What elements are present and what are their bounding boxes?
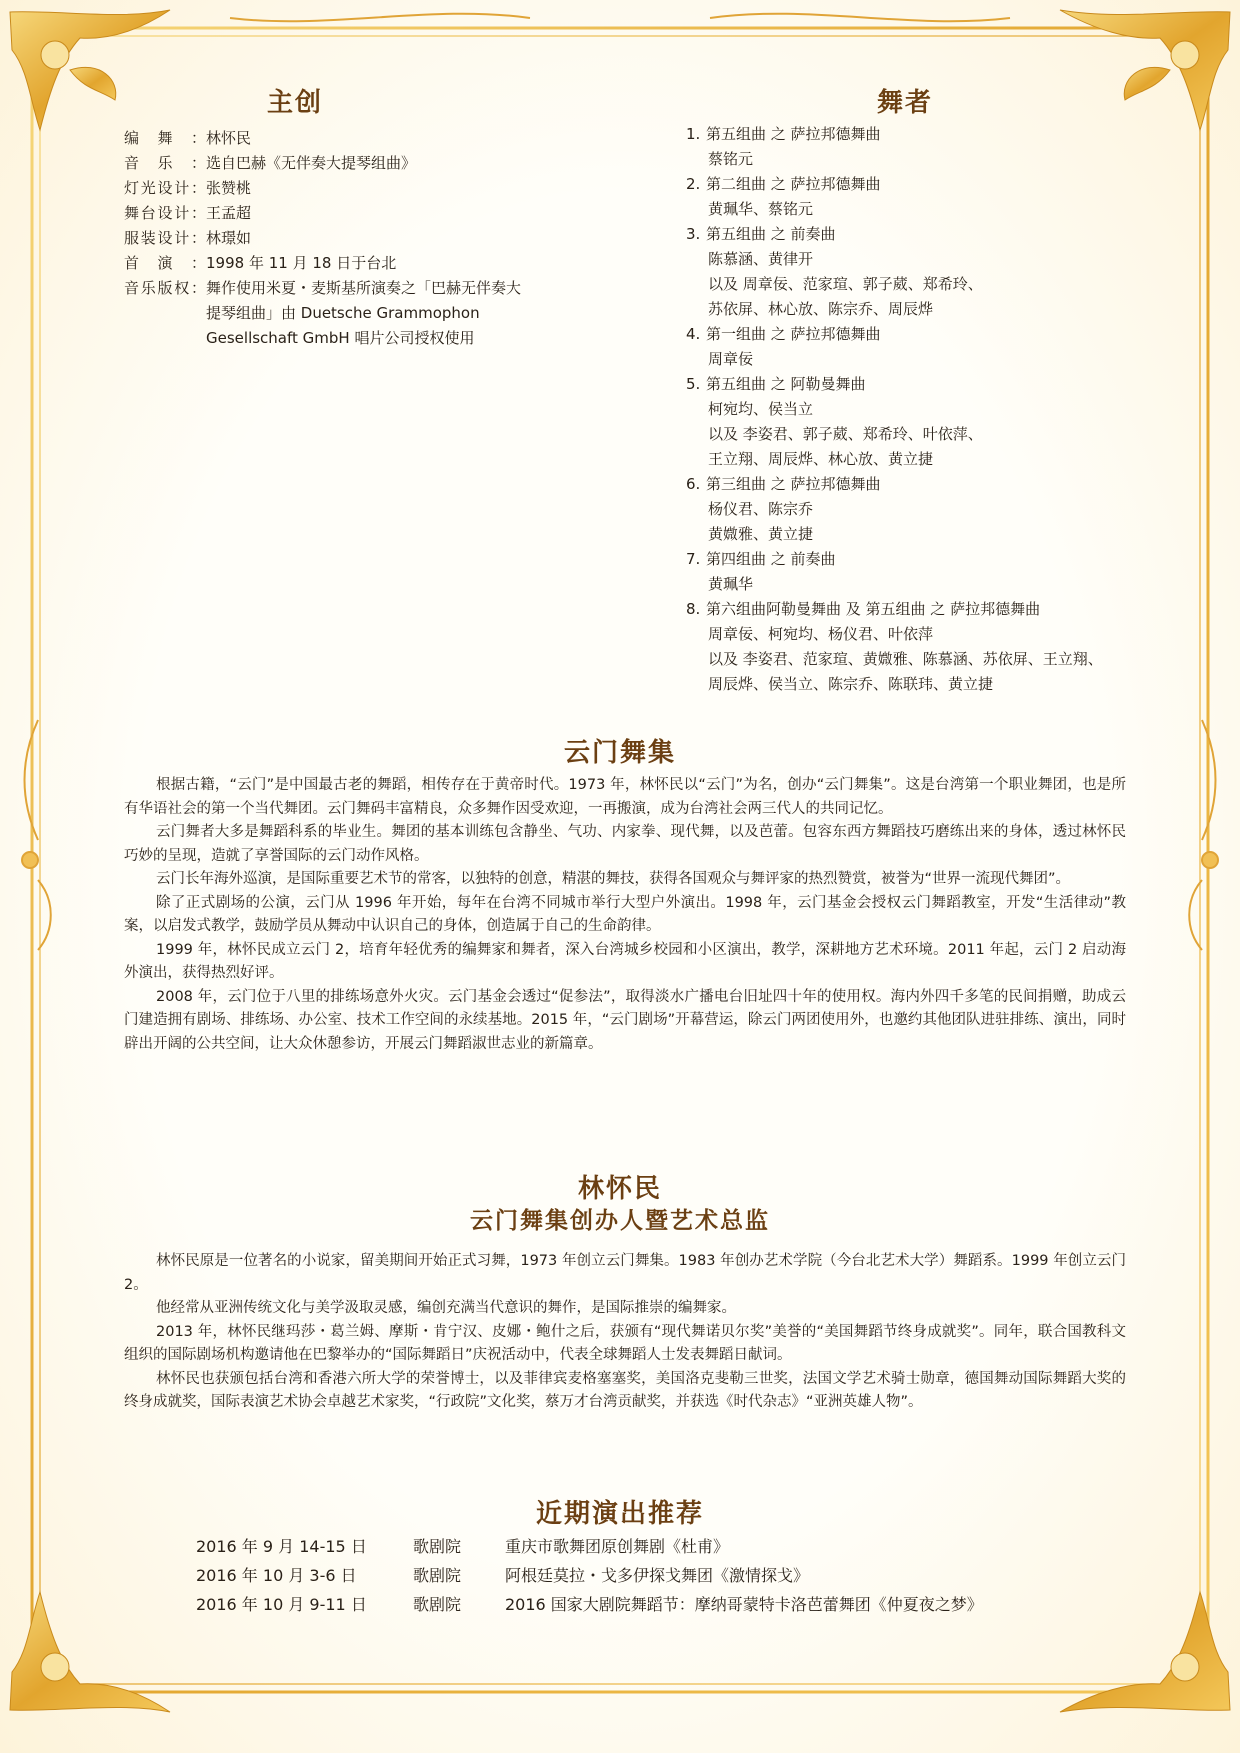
dancers-title: 舞者 <box>876 88 933 118</box>
credit-lighting: 灯光设计：张赞桃 <box>124 179 252 197</box>
upcoming-row: 2016 年 10 月 9-11 日 歌剧院 2016 国家大剧院舞蹈节：摩纳哥蒙特卡洛芭蕾舞团《仲夏夜之梦》 <box>196 1595 983 1614</box>
dancer-item: 2. 第二组曲 之 萨拉邦德舞曲 黄珮华、蔡铭元 <box>686 175 881 218</box>
dancers-list <box>686 122 1156 697</box>
upcoming-list <box>196 1532 983 1619</box>
founder-name: 林怀民 <box>577 1174 662 1204</box>
credit-music: 音乐：选自巴赫《无伴奏大提琴组曲》 <box>124 154 417 172</box>
upcoming-row: 2016 年 9 月 14-15 日 歌剧院 重庆市歌舞团原创舞剧《杜甫》 <box>196 1537 730 1556</box>
credit-copyright: 音乐版权：舞作使用米夏・麦斯基所演奏之「巴赫无伴奏大 提琴组曲」由 Duetsche Grammophon Gesellschaft GmbH 唱片公司授权使用 <box>124 279 522 347</box>
cloudgate-title: 云门舞集 <box>563 738 676 768</box>
corner-ornament-bottom-left <box>10 1592 170 1712</box>
dancer-item: 7. 第四组曲 之 前奏曲 黄珮华 <box>686 550 836 593</box>
credit-premiere: 首演：1998 年 11 月 18 日于台北 <box>124 254 397 272</box>
top-flourish <box>230 14 1010 22</box>
dancer-item: 6. 第三组曲 之 萨拉邦德舞曲 杨仪君、陈宗乔 黄媺雅、黄立捷 <box>686 475 881 543</box>
upcoming-row: 2016 年 10 月 3-6 日 歌剧院 阿根廷莫拉・戈多伊探戈舞团《激情探戈》 <box>196 1566 810 1585</box>
corner-ornament-bottom-right <box>1060 1592 1230 1712</box>
credit-choreography: 编舞：林怀民 <box>124 129 252 147</box>
dancer-item: 4. 第一组曲 之 萨拉邦德舞曲 周章佞 <box>686 325 881 368</box>
dancer-item: 5. 第五组曲 之 阿勒曼舞曲 柯宛均、侯当立 以及 李姿君、郭子葳、郑希玲、叶依萍、 王立翔、周辰烨、林心放、黄立捷 <box>686 375 983 468</box>
founder-body: 林怀民原是一位著名的小说家，留美期间开始正式习舞，1973 年创立云门舞集。1983 年创办艺术学院（今台北艺术大学）舞蹈系。1999 年创立云门 2。 他经常从亚洲传统文化与美学汲取灵感，编创充满当代意识的舞作，是国际推崇的编舞家。 2013 年，林怀民继玛莎・葛兰姆、摩斯・肯宁汉、皮娜・鲍什之后，获颁有“现代舞诺贝尔奖”美誉的“美国舞蹈节终身成就奖”。同年，联合国教科文组织的国际剧场机构邀请他在巴黎举办的“国际舞蹈日”庆祝活动中，代表全球舞蹈人士发表舞蹈日献词。 林怀民也获颁包括台湾和香港六所大学的荣誉博士，以及菲律宾麦格塞塞奖，美国洛克斐勒三世奖，法国文学艺术骑士勋章，德国舞动国际舞蹈大奖的终身成就奖，国际表演艺术协会卓越艺术家奖，“行政院”文化奖，蔡万才台湾贡献奖，并获选《时代杂志》“亚洲英雄人物”。 <box>124 1253 1126 1410</box>
credit-costume: 服装设计：林璟如 <box>124 229 252 247</box>
dancer-item: 1. 第五组曲 之 萨拉邦德舞曲 蔡铭元 <box>686 125 881 168</box>
founder-role: 云门舞集创办人暨艺术总监 <box>470 1208 770 1234</box>
dancer-item: 8. 第六组曲阿勒曼舞曲 及 第五组曲 之 萨拉邦德舞曲 周章佞、柯宛均、杨仪君、叶依萍 以及 李姿君、范家瑄、黄媺雅、陈慕涵、苏依屏、王立翔、 周辰烨、侯当立、陈宗乔、陈联玮、黄立捷 <box>686 600 1103 693</box>
dancer-item: 3. 第五组曲 之 前奏曲 陈慕涵、黄律开 以及 周章佞、范家瑄、郭子葳、郑希玲、 苏依屏、林心放、陈宗乔、周辰烨 <box>686 225 983 318</box>
upcoming-title: 近期演出推荐 <box>535 1499 704 1529</box>
cloudgate-body: 根据古籍，“云门”是中国最古老的舞蹈，相传存在于黄帝时代。1973 年，林怀民以“云门”为名，创办“云门舞集”。这是台湾第一个职业舞团，也是所有华语社会的第一个当代舞团。云门舞码丰富精良，众多舞作因受欢迎，一再搬演，成为台湾社会两三代人的共同记忆。 云门舞者大多是舞蹈科系的毕业生。舞团的基本训练包含静坐、气功、内家拳、现代舞，以及芭蕾。包容东西方舞蹈技巧磨练出来的身体，透过林怀民巧妙的呈现，造就了享誉国际的云门动作风格。 云门长年海外巡演，是国际重要艺术节的常客，以独特的创意，精湛的舞技，获得各国观众与舞评家的热烈赞赏，被誉为“世界一流现代舞团”。 除了正式剧场的公演，云门从 1996 年开始，每年在台湾不同城市举行大型户外演出。1998 年，云门基金会授权云门舞蹈教室，开发“生活律动”教案，以启发式教学，鼓励学员从舞动中认识自己的身体，创造属于自己的生命韵律。 1999 年，林怀民成立云门 2，培育年轻优秀的编舞家和舞者，深入台湾城乡校园和小区演出，教学，深耕地方艺术环境。2011 年起，云门 2 启动海外演出，获得热烈好评。 2008 年，云门位于八里的排练场意外火灾。云门基金会透过“促参法”，取得淡水广播电台旧址四十年的使用权。海内外四千多笔的民间捐赠，助成云门建造拥有剧场、排练场、办公室、技术工作空间的永续基地。2015 年，“云门剧场”开幕营运，除云门两团使用外，也邀约其他团队进驻排练、演出，同时辟出开阔的公共空间，让大众休憩参访，开展云门舞蹈淑世志业的新篇章。 <box>124 777 1126 1052</box>
credit-stage: 舞台设计：王孟超 <box>124 204 252 222</box>
credits-title: 主创 <box>266 88 323 118</box>
